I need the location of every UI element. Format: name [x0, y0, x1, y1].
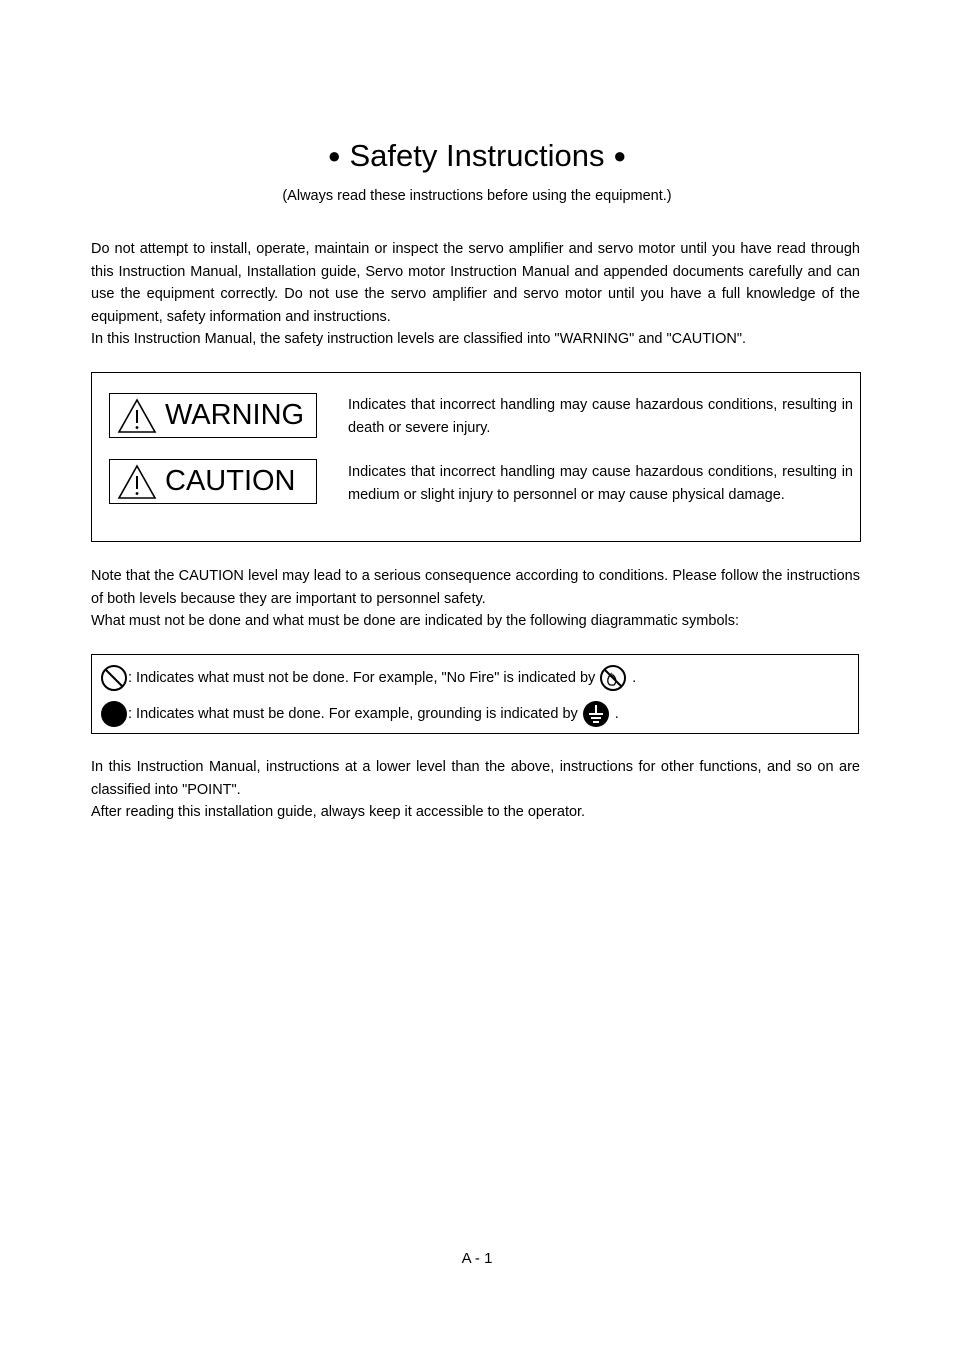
note-section — [91, 565, 860, 633]
warning-description: Indicates that incorrect handling may cause hazardous conditions, resulting in death or severe injury. — [348, 397, 853, 436]
intro-paragraph-2: In this Instruction Manual, the safety instruction levels are classified into "WARNING" and "CAUTION". — [91, 331, 747, 347]
caution-triangle-icon — [117, 464, 157, 500]
warning-label-box — [109, 393, 317, 438]
mandatory-text: : Indicates what must be done. For example, grounding is indicated by — [128, 706, 578, 722]
caution-label: CAUTION — [165, 465, 296, 497]
no-fire-icon — [599, 664, 627, 692]
mandatory-icon — [100, 700, 128, 728]
page-number: A - 1 — [461, 1250, 493, 1267]
prohibition-icon — [100, 664, 128, 692]
title-text: Safety Instructions — [349, 138, 605, 173]
warning-triangle-icon — [117, 398, 157, 434]
mandatory-end: . — [614, 706, 619, 722]
title-bullet-left: ● — [327, 143, 341, 168]
outro-paragraph-2: After reading this installation guide, always keep it accessible to the operator. — [91, 804, 586, 820]
note-paragraph-2: What must not be done and what must be done are indicated by the following diagrammatic symbols: — [91, 613, 740, 629]
intro-section — [91, 238, 860, 351]
outro-section — [91, 756, 860, 824]
note-paragraph-1: Note that the CAUTION level may lead to a serious consequence according to conditions. Please follow the instructions of both levels because they are important to personnel safety. — [91, 568, 860, 607]
outro-paragraph-1: In this Instruction Manual, instructions at a lower level than the above, instructions for other functions, and so on are classified into "POINT". — [91, 759, 860, 798]
prohibition-text: : Indicates what must not be done. For example, "No Fire" is indicated by — [128, 670, 596, 686]
mandatory-symbol-row — [100, 699, 619, 729]
prohibition-end: . — [632, 670, 637, 686]
intro-paragraph-1: Do not attempt to install, operate, maintain or inspect the servo amplifier and servo motor until you have read through this Instruction Manual, Installation guide, Servo motor Instruction Manual and appended documents carefully and can use the equipment correctly. Do not use the servo amplifier and servo motor until you have a full knowledge of the equipment, safety information and instructions. — [91, 241, 860, 325]
safety-levels-box — [91, 372, 861, 542]
page-title — [0, 136, 954, 176]
symbols-box — [91, 654, 859, 734]
grounding-icon — [582, 700, 610, 728]
title-bullet-right: ● — [613, 143, 627, 168]
caution-label-box — [109, 459, 317, 504]
subtitle: (Always read these instructions before using the equipment.) — [282, 188, 672, 204]
prohibition-symbol-row — [100, 663, 636, 693]
caution-description: Indicates that incorrect handling may cause hazardous conditions, resulting in medium or slight injury to personnel or may cause physical damage. — [348, 464, 853, 503]
warning-label: WARNING — [165, 399, 305, 431]
